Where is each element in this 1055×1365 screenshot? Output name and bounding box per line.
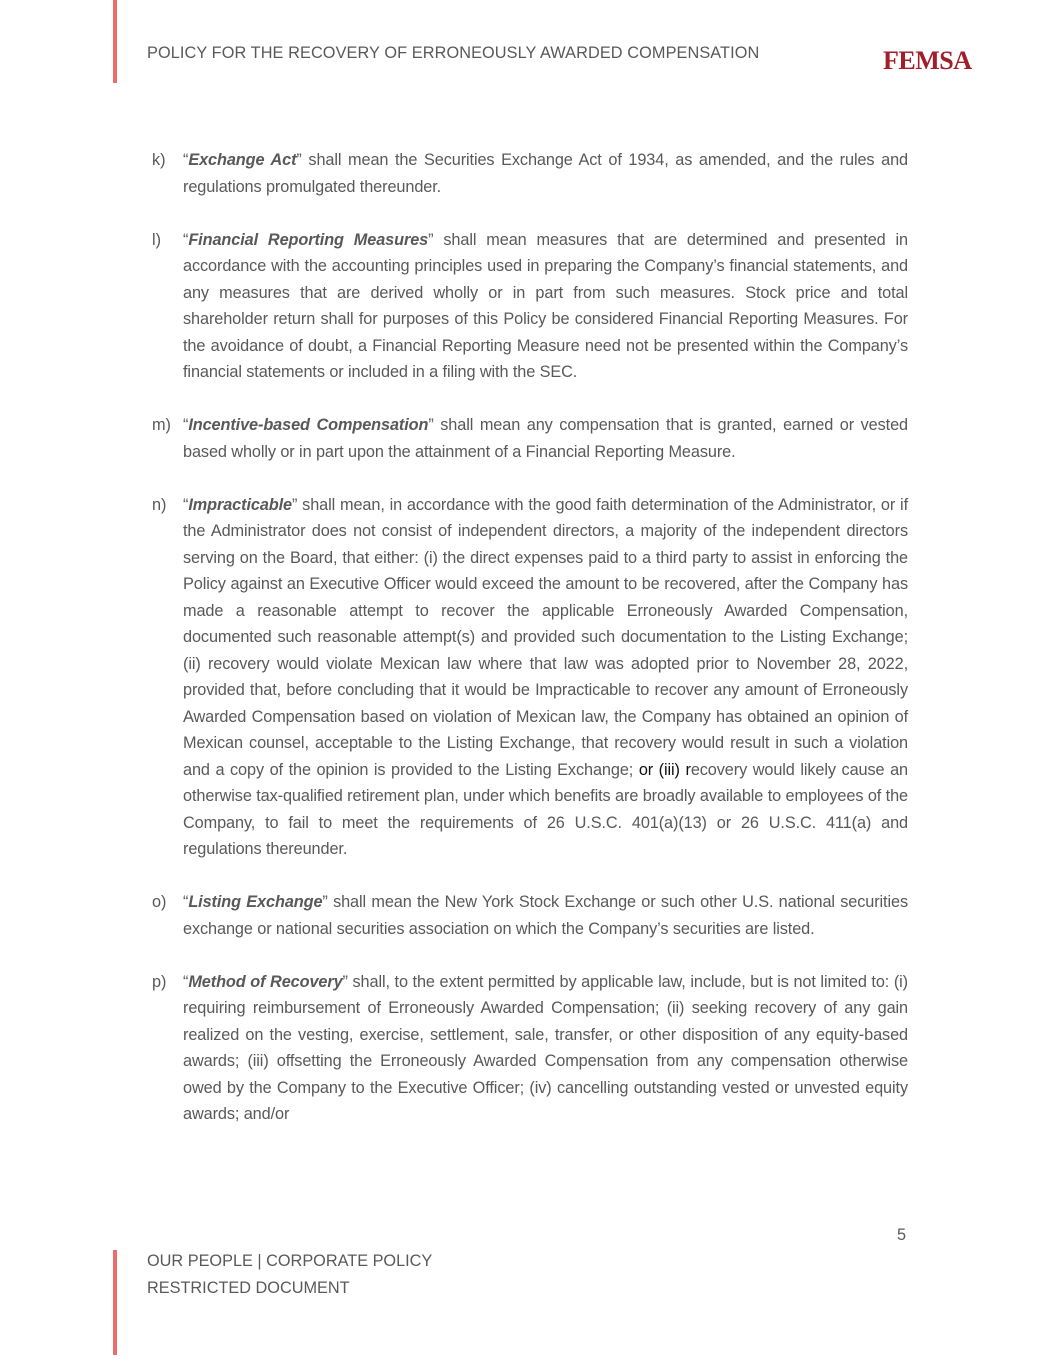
document-header-title: POLICY FOR THE RECOVERY OF ERRONEOUSLY AWARDED COMPENSATION (147, 44, 760, 62)
item-label: l) (152, 230, 162, 249)
close-quote: ” (322, 893, 328, 911)
definition-body-continued: ecovery would likely cause an otherwise tax-qualified retirement plan, under which benefits are broadly available to employees of the Company, to fail to meet the requirements of 26 U.S.C. 401(a)(13) or 26 U.S.C. 411(a) and regulations thereunder. (183, 760, 908, 858)
definition-body: shall mean measures that are determined and presented in accordance with the accounting principles used in preparing the Company’s financial statements, and any measures that are derived wholly or in part from such measures. Stock price and total shareholder return shall for purposes of this Policy be considered Financial Reporting Measures. For the avoidance of doubt, a Financial Reporting Measure need not be presented within the Company’s financial statements or included in a filing with the SEC. (183, 230, 908, 381)
header-accent-bar (113, 0, 117, 83)
femsa-logo: FEMSA (883, 46, 972, 75)
defined-term: Impracticable (188, 495, 292, 514)
item-label: k) (152, 151, 166, 169)
defined-term: Incentive-based Compensation (188, 416, 429, 434)
open-quote: “ (183, 230, 189, 249)
item-label: p) (152, 972, 167, 991)
open-quote: “ (183, 151, 189, 169)
definition-item-impracticable (150, 492, 908, 863)
definition-item-exchange-act (150, 147, 908, 200)
defined-term: Method of Recovery (188, 972, 343, 991)
defined-term: Financial Reporting Measures (188, 230, 429, 249)
defined-term: Exchange Act (188, 151, 297, 169)
close-quote: ” (342, 972, 348, 991)
definition-item-financial-reporting-measures (150, 227, 908, 386)
close-quote: ” (428, 230, 434, 249)
definition-body: shall mean, in accordance with the good faith determination of the Administrator, or if the Administrator does not consist of independent directors, a majority of the independent directors serving on the Board, that either: (i) the direct expenses paid to a third party to assist in enforcing the Policy against an Executive Officer would exceed the amount to be recovered, after the Company has made a reasonable attempt to recover the applicable Erroneously Awarded Compensation, documented such reasonable attempt(s) and provided such documentation to the Listing Exchange; (ii) recovery would violate Mexican law where that law was adopted prior to November 28, 2022, provided that, before concluding that it would be Impracticable to recover any amount of Erroneously Awarded Compensation based on violation of Mexican law, the Company has obtained an opinion of Mexican counsel, acceptable to the Listing Exchange, that recovery would result in such a violation and a copy of the opinion is provided to the Listing Exchange; (183, 495, 908, 779)
definition-body: shall mean the Securities Exchange Act of 1934, as amended, and the rules and regulations promulgated thereunder. (183, 151, 908, 196)
definition-body: shall mean any compensation that is granted, earned or vested based wholly or in part upon the attainment of a Financial Reporting Measure. (183, 416, 908, 461)
close-quote: ” (292, 495, 298, 514)
open-quote: “ (183, 893, 189, 911)
definition-text (183, 227, 908, 386)
open-quote: “ (183, 495, 189, 514)
item-label: o) (152, 893, 167, 911)
footer-category: OUR PEOPLE | CORPORATE POLICY (147, 1252, 433, 1270)
definition-text (183, 412, 908, 465)
definition-body-dark-run: or (iii) r (638, 760, 691, 779)
definition-text (183, 492, 908, 863)
open-quote: “ (183, 972, 189, 991)
close-quote: ” (296, 151, 302, 169)
definition-body: shall mean the New York Stock Exchange or such other U.S. national securities exchange or national securities association on which the Company’s securities are listed. (183, 893, 908, 938)
definition-body: shall, to the extent permitted by applicable law, include, but is not limited to: (i) requiring reimbursement of Erroneously Awarded Compensation; (ii) seeking recovery of any gain realized on the vesting, exercise, settlement, sale, transfer, or other disposition of any equity-based awards; (iii) offsetting the Erroneously Awarded Compensation from any compensation otherwise owed by the Company to the Executive Officer; (iv) cancelling outstanding vested or unvested equity awards; and/or (183, 972, 908, 1123)
open-quote: “ (183, 416, 189, 434)
definition-item-listing-exchange (150, 889, 908, 942)
page-number: 5 (897, 1226, 907, 1244)
definitions-list (150, 147, 908, 1154)
definition-item-incentive-based-compensation (150, 412, 908, 465)
footer-classification: RESTRICTED DOCUMENT (147, 1279, 350, 1297)
item-label: n) (152, 495, 167, 514)
footer-accent-bar (113, 1250, 117, 1355)
defined-term: Listing Exchange (188, 893, 323, 911)
definition-item-method-of-recovery (150, 969, 908, 1128)
item-label: m) (152, 416, 171, 434)
definition-text (183, 147, 908, 200)
close-quote: ” (428, 416, 434, 434)
definition-text (183, 969, 908, 1128)
definition-text (183, 889, 908, 942)
